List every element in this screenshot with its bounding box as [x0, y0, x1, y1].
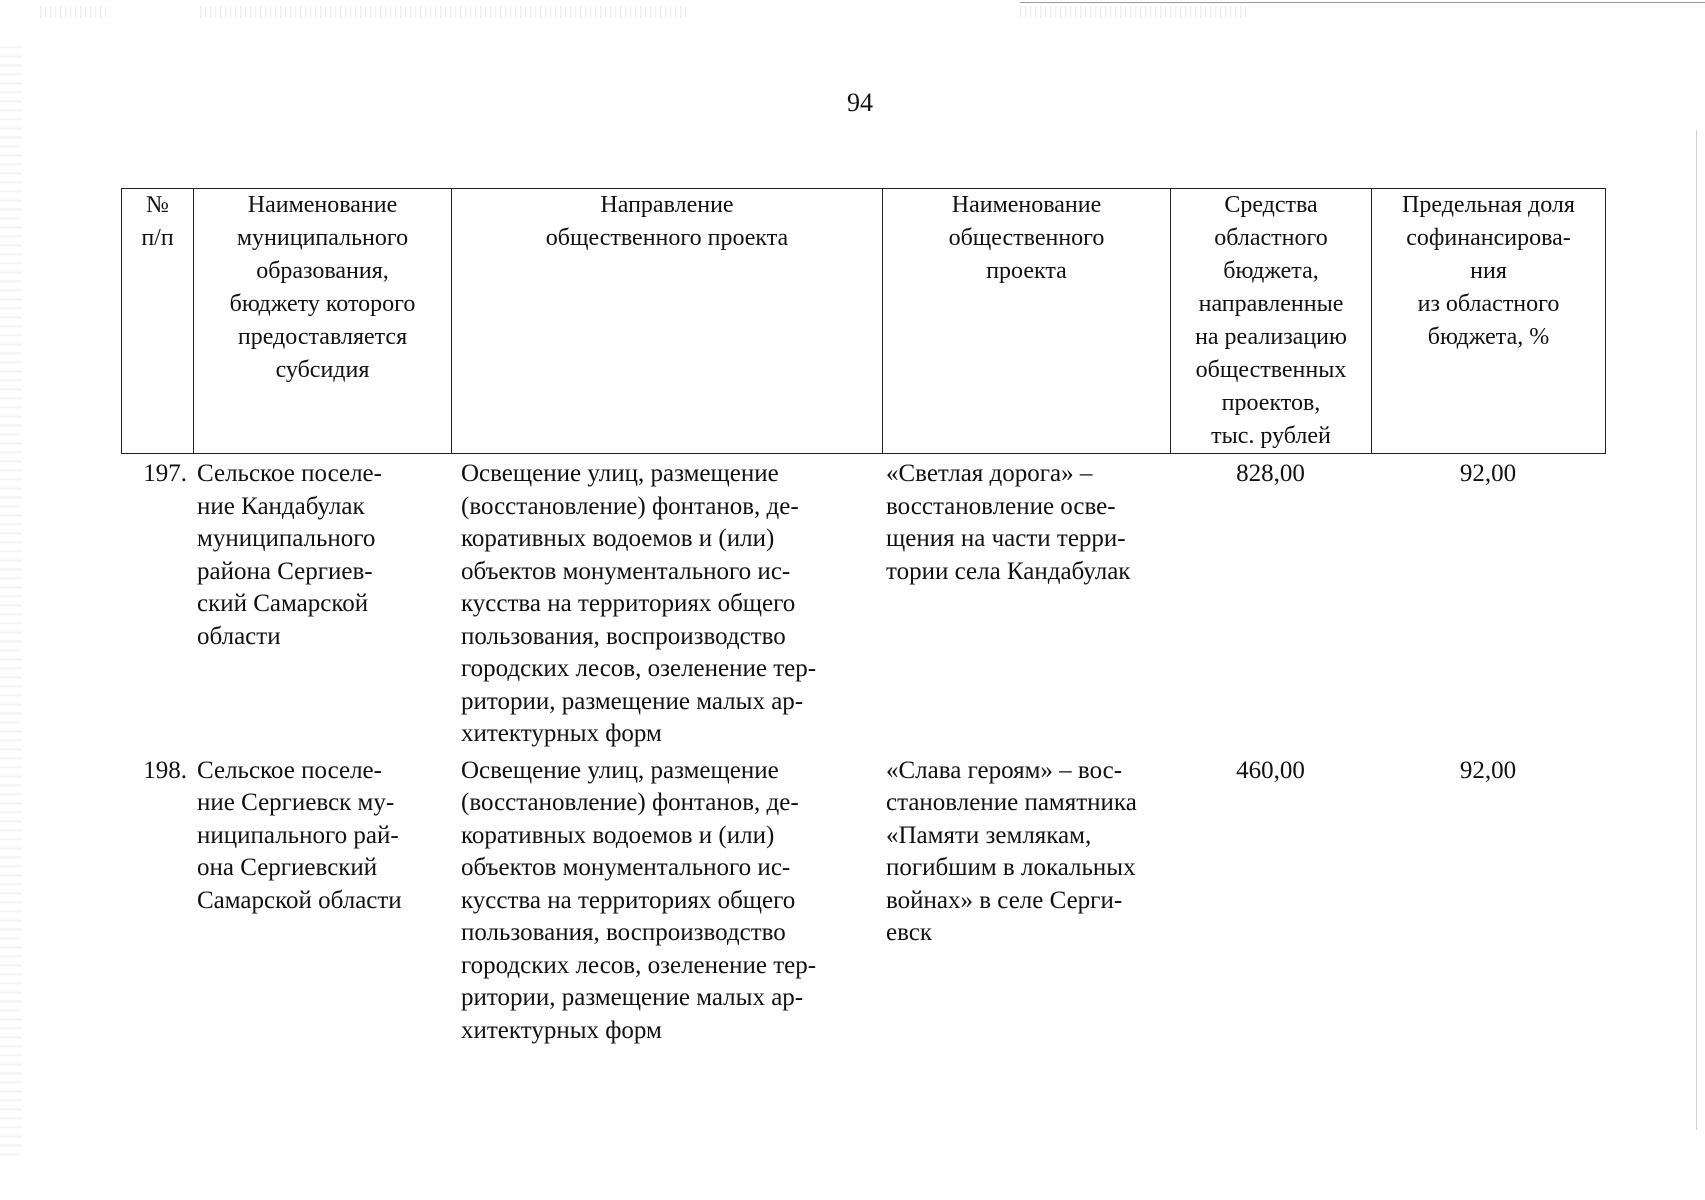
row-number: 197. — [143, 460, 187, 487]
row-share: 92,00 — [1459, 756, 1517, 784]
scan-right-line — [1696, 130, 1697, 1130]
header-municipality: Наименование муниципального образования, бюджету которого предоставляется субсидия — [194, 189, 452, 454]
header-project-name: Наименование общественного проекта — [883, 189, 1171, 454]
row-project-name: «Слава героям» – вос- становление памятника «Памяти землякам, погибшим в локальных войнах» в селе Серги- евск — [886, 756, 1137, 946]
scan-speckle — [200, 6, 690, 18]
header-direction: Направление общественного проекта — [452, 189, 883, 454]
scan-edge-artifact — [0, 40, 22, 1160]
scan-speckle — [40, 6, 110, 18]
scan-top-line — [1020, 2, 1705, 3]
row-direction: Освещение улиц, размещение (восстановление) фонтанов, де- коративных водоемов и (или) объектов монументального ис- кусства на территориях общего пользования, воспроизводство городских лесов, озеленение тер- ритории, размещение малых ар- хитектурных форм — [461, 460, 817, 747]
page-number: 94 — [847, 88, 873, 117]
header-row — [122, 189, 1606, 454]
row-direction: Освещение улиц, размещение (восстановление) фонтанов, де- коративных водоемов и (или) объектов монументального ис- кусства на территориях общего пользования, воспроизводство городских лесов, озеленение тер- ритории, размещение малых ар- хитектурных форм — [461, 756, 817, 1044]
subsidy-table — [121, 188, 1605, 1047]
row-funds: 828,00 — [1236, 460, 1305, 487]
header-share: Предельная доля софинансирова- ния из областного бюджета, % — [1372, 189, 1606, 454]
table-row — [121, 454, 1605, 751]
row-funds: 460,00 — [1236, 756, 1305, 784]
row-municipality: Сельское поселе- ние Кандабулак муниципального района Сергиев- ский Самарской области — [197, 460, 382, 650]
row-number: 198. — [143, 756, 187, 784]
row-municipality: Сельское поселе- ние Сергиевск му- ниципального рай- она Сергиевский Самарской области — [197, 756, 402, 914]
scan-speckle — [1020, 6, 1250, 18]
row-project-name: «Светлая дорога» – восстановление осве- щения на части терри- тории села Кандабулак — [886, 460, 1131, 585]
table-body — [121, 454, 1605, 1047]
header-number: № п/п — [122, 189, 194, 454]
table-header — [121, 188, 1606, 454]
header-funds: Средства областного бюджета, направленные на реализацию общественных проектов, тыс. рублей — [1171, 189, 1372, 454]
table-row — [121, 751, 1605, 1048]
row-share: 92,00 — [1459, 460, 1517, 487]
